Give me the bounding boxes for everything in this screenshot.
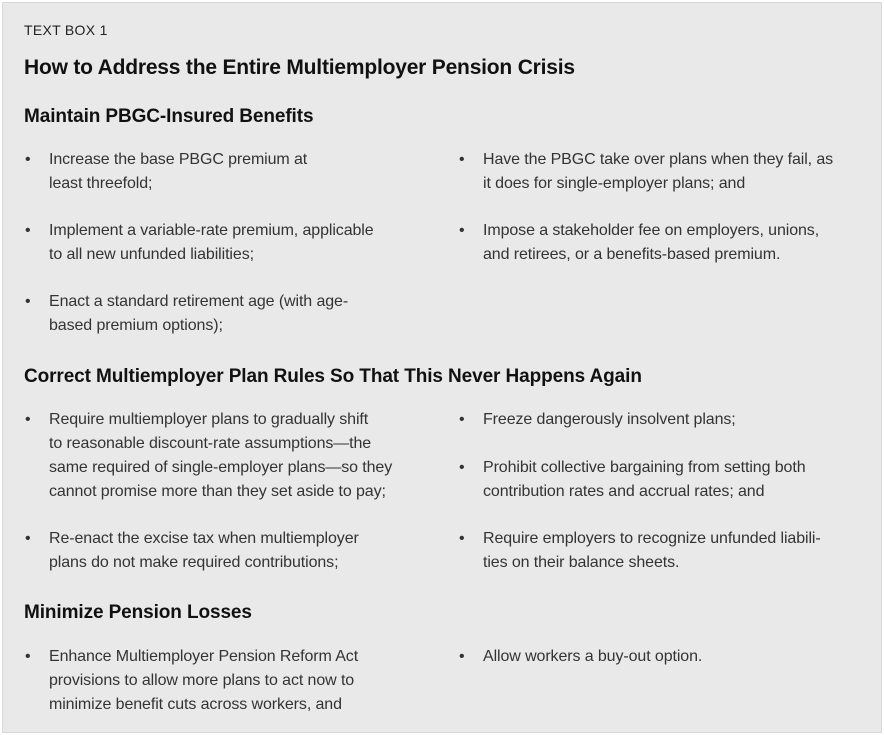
bullet-icon: • <box>459 459 465 476</box>
list-item: • Enact a standard retirement age (with age- based premium options); <box>49 290 429 338</box>
bullet-icon: • <box>459 648 465 665</box>
list-item: • Prohibit collective bargaining from setting both contribution rates and accrual rates; and <box>483 456 873 504</box>
list-item: • Require multiemployer plans to gradually shift to reasonable discount-rate assumptions—the same required of single-employer plans—so they cannot promise more than they set aside to pay; <box>49 408 429 504</box>
list-item: • Impose a stakeholder fee on employers, unions, and retirees, or a benefits-based premium. <box>483 219 873 267</box>
bullet-icon: • <box>25 293 31 310</box>
text-box-label: TEXT BOX 1 <box>24 22 108 38</box>
list-item: • Re-enact the excise tax when multiemployer plans do not make required contributions; <box>49 527 429 575</box>
bullet-icon: • <box>459 411 465 428</box>
bullet-icon: • <box>25 530 31 547</box>
bullet-icon: • <box>459 151 465 168</box>
list-item: • Have the PBGC take over plans when they fail, as it does for single-employer plans; and <box>483 148 873 196</box>
list-item: • Implement a variable-rate premium, applicable to all new unfunded liabilities; <box>49 219 429 267</box>
list-item: • Enhance Multiemployer Pension Reform Act provisions to allow more plans to act now to minimize benefit cuts across workers, and <box>49 645 429 717</box>
list-item: • Increase the base PBGC premium at least threefold; <box>49 148 429 196</box>
list-item: • Freeze dangerously insolvent plans; <box>483 408 873 432</box>
list-item: • Require employers to recognize unfunded liabili- ties on their balance sheets. <box>483 527 873 575</box>
bullet-icon: • <box>25 648 31 665</box>
section-heading-maintain-benefits: Maintain PBGC-Insured Benefits <box>24 106 314 127</box>
bullet-icon: • <box>459 222 465 239</box>
bullet-icon: • <box>25 222 31 239</box>
section-heading-minimize-losses: Minimize Pension Losses <box>24 602 252 623</box>
page-title: How to Address the Entire Multiemployer Pension Crisis <box>24 56 575 79</box>
section-heading-correct-rules: Correct Multiemployer Plan Rules So That This Never Happens Again <box>24 366 642 387</box>
bullet-icon: • <box>25 411 31 428</box>
bullet-icon: • <box>25 151 31 168</box>
list-item: • Allow workers a buy-out option. <box>483 645 873 669</box>
bullet-icon: • <box>459 530 465 547</box>
